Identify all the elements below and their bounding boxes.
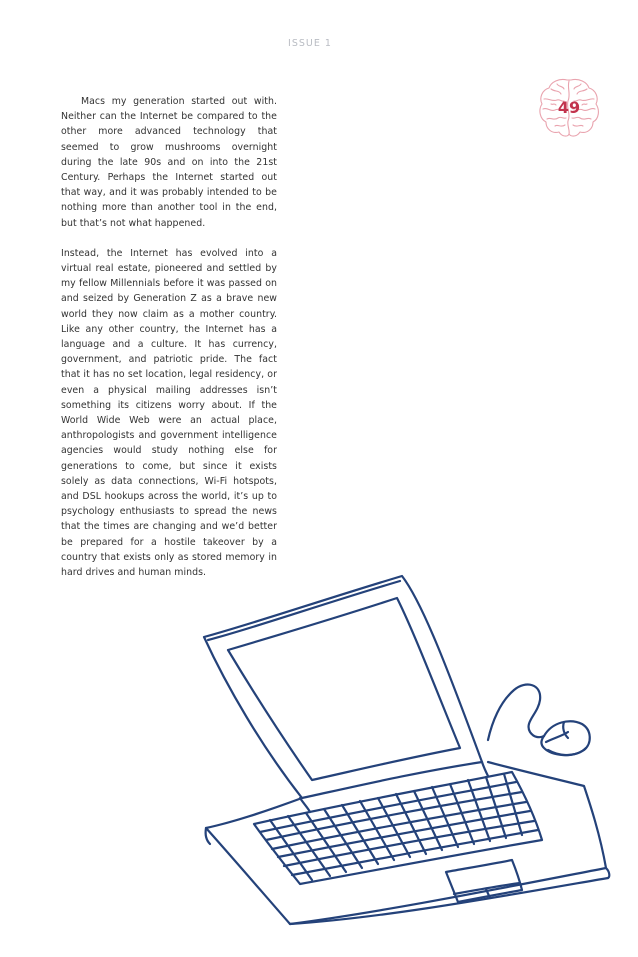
issue-header: ISSUE 1: [288, 38, 332, 49]
page-number: 49: [557, 98, 581, 117]
laptop-with-mouse-icon: [192, 572, 622, 932]
article-body: [61, 94, 277, 595]
article-paragraph: Macs my generation started out with. Neither can the Internet be compared to the other more advanced technology that seemed to grow mushrooms overnight during the late 90s and on into the 21st Century. Perhaps the Internet started out that way, and it was probably intended to be nothing more than another tool in the end, but that’s not what happened.: [61, 96, 277, 229]
laptop-illustration: [192, 572, 622, 932]
article-paragraph: Instead, the Internet has evolved into a virtual real estate, pioneered and settled by my fellow Millennials before it was passed on and seized by Generation Z as a brave new world they now claim as a mother country. Like any other country, the Internet has a language and a culture. It has currency, government, and patriotic pride. The fact that it has no set location, legal residency, or even a physical mailing addresses isn’t something its citizens worry about. If the World Wide Web were an actual place, anthropologists and government intelligence agencies would study nothing else for generations to come, but since it exists solely as data connections, Wi-Fi hotspots, and DSL hookups across the world, it’s up to psychology enthusiasts to spread the news that the times are changing and we’d better be prepared for a hostile takeover by a country that exists only as stored memory in hard drives and human minds.: [61, 247, 277, 579]
page-badge: [537, 74, 601, 150]
